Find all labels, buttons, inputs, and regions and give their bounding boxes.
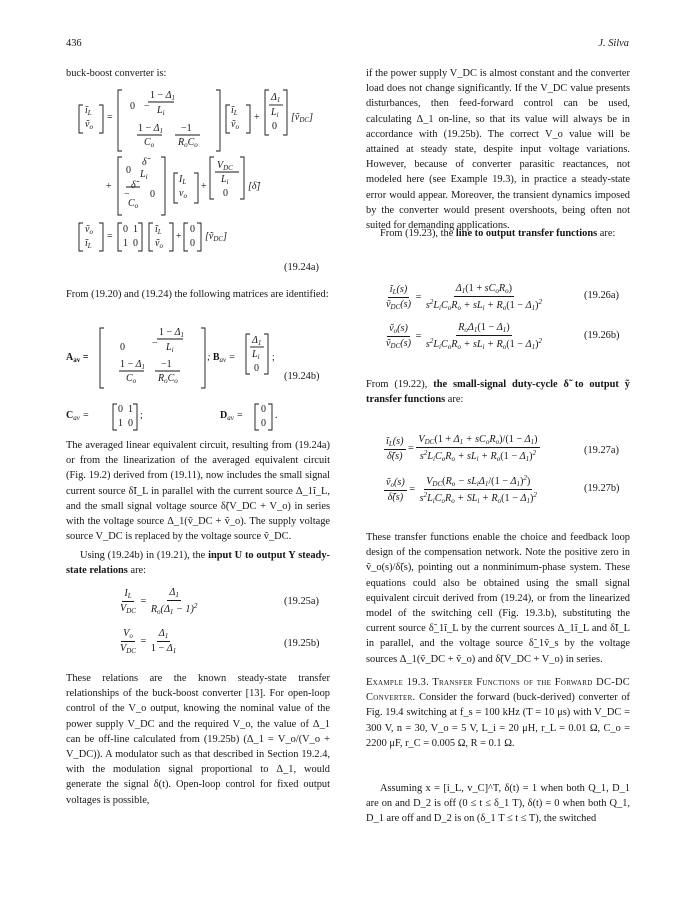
eq-label-19-25b: (19.25b) [284,638,320,649]
paragraph-using-pre: Using (19.24b) in (19.21), the [80,550,209,561]
equation-19-27a: $\frac{ĩ_L(s)}{\deltã(s)}$ = $\frac{V_{DC}(1 + \Delta_1 + sC_oR_o)/(1 - \Delta_1)}{s^2L_iC_oR_o + sL_i + R_o(1 - \Delta_1)^2}$ [386,434,538,463]
paragraph-assuming: Assuming x = [i_L, v_C]^T, δ(t) = 1 when both Q_1, D_1 are on and D_2 is off (0 ≤ t ≤ δ_1 T), δ(t) = 0 when both Q_1, D_1 are off and D_2 is on (δ_1 T ≤ t ≤ T), the switched [366,783,630,825]
page-number: 436 [66,38,82,49]
paragraph-from23-post: are: [597,228,616,239]
example-body: Consider the forward (buck-derived) converter of Fig. 19.4 switching at f_s = 100 kHz (T = 10 μs) with V_DC = 300 V, n = 30, V_o = 5 V, L_i = 20 μH, r_L = 0.01 Ω, C_o = 2200 μF, r_C = 0.005 Ω, R = 0.1 Ω. [366,692,630,749]
paragraph-from23 [366,226,630,241]
eq-label-19-26b: (19.26b) [584,330,620,341]
equation-19-26a: $\frac{ĩ_L(s)}{ṽ_{DC}(s)}$ = $\frac{\Delta_1(1 + sC_oR_o)}{s^2L_iC_oR_o + sL_i + R_o(1 - \Delta_1)^2}$ [386,283,542,312]
paragraph-using [66,548,330,578]
eq-label-19-27a: (19.27a) [584,445,619,456]
eq-label-19-25a: (19.25a) [284,596,319,607]
paragraph-from22-pre: From (19.22), [366,379,434,390]
paragraph-using-post: are: [127,565,147,577]
paragraph-identified: From (19.20) and (19.24) the following matrices are identified: [66,289,329,300]
equation-19-24b: $A_{av}$ = 0 − $1 - \Delta_1$ $L_i$ $1 - \Delta_1$ $C_o$ −1 $R_oC_o$ ; $B_{av}$ = $\Delta_1$ $L_i$ 0 ; $C_{av}$ = 0 1 1 0 ; $D_{av}$ = 0 0 . [66,322,330,432]
equation-19-25a: $\frac{I_L}{V_{DC}}$ = $\frac{\Delta_1}{R_o(\Delta_1 - 1)^2}$ [120,587,198,616]
equation-19-24a: $ĩ_L$ ṽ$_o$ = 0 − $1 - \Delta_1$ $L_i$ $1 - \Delta_1$ $C_o$ −1 $R_oC_o$ $ĩ_L$ ṽ$_o$ + $\Delta_1$ $L_i$ 0 [ṽ$_{DC}$] + 0 δ̃ $L_i$ − δ̃ $C_o$ 0 $I_L$ $v_o$ + $V_{DC}$ $L_i$ 0 [δ̃] ṽ$_o$ $ĩ_L$ = 0 1 1 0 $ĩ_L$ ṽ$_o$ + 0 0 [ṽ$_{DC}$] [66,85,330,275]
paragraph-from23-bold: line to output transfer functions [455,228,598,239]
paragraph-from22-bold: the small-signal duty-cycle δ̃ to output ỹ transfer functions [366,379,630,406]
eq-label-19-26a: (19.26a) [584,290,619,301]
paragraph-these: These relations are the known steady-state transfer relationships of the buck-boost converter [13]. For open-loop control of the V_o output, knowing the nominal value of the power supply V_DC and the required V_o, the value of Δ_1 can be off-line calculated from (19.25b) (Δ_1 = V_o/(V_o + V_DC)). A modulator such as that described in Section 19.2.4, with the modulation signal proportional to Δ_1, would generate the signal δ(t). Open-loop control for fixed output voltages is possible, [66,673,330,806]
paragraph-using-bold: input U to output Y steady-state relations [66,550,330,577]
intro-text: buck-boost converter is: [66,68,167,79]
paragraph-averaged: The averaged linear equivalent circuit, resulting from (19.24a) or from the linearization of the averaged equivalent circuit (Fig. 19.2) derived from (19.11), now includes the small signal current source δ̃I_L in parallel with the current source Δ_1ĩ_L, and the small signal voltage source δ̃(V_DC + V_o) in series with the voltage source Δ_1(ṽ_DC + ṽ_o). The supply voltage source V_DC is replaced by the voltage source ṽ_DC. [66,440,330,543]
eq-label-19-24a: (19.24a) [284,262,319,273]
paragraph-transfer: These transfer functions enable the choice and feedback loop design of the compensation network. Note the positive zero in ṽ_o(s)/δ̃(s), pointing out a nonminimum-phase system. These equations could also be obtained using the small signal equivalent circuit derived from (19.24), or from the linearized model of the switching cell (Fig. 19.3.b), substituting the current source δ̃_1ĩ_L by the current sources Δ_1ĩ_L and δ̃I_L in parallel, and the voltage source δ̃_1ṽ_s by the voltage sources Δ_1(ṽ_DC + ṽ_o) and δ̃(V_DC + V_o) in series. [366,532,630,665]
example-title: Example 19.3. Transfer Functions of the Forward DC-DC Converter. [366,677,630,704]
equation-19-26b: $\frac{ṽ_o(s)}{ṽ_{DC}(s)}$ = $\frac{R_o\Delta_1(1 - \Delta_1)}{s^2L_iC_oR_o + sL_i + R_o(1 - \Delta_1)^2}$ [386,322,542,351]
paragraph-from22 [366,377,630,407]
eq-label-19-24b: (19.24b) [284,371,320,382]
running-author: J. Silva [598,38,629,49]
paragraph-if: if the power supply V_DC is almost constant and the converter load does not change significantly. If the V_DC value presents disturbances, then feed-forward control can be used, calculating Δ_1 on-line, so that its value will always be in accordance with (19.25b). The correct V_o value will be attained at steady state, despite input voltage variations. However, because of converter parasitic reactances, not modeled here (see Example 19.3), in practice a steady-state error would appear. Moreover, the transient dynamics imposed by the converter would present overshoots, being often not suited for demanding applications. [366,68,630,232]
eq-label-19-27b: (19.27b) [584,483,620,494]
paragraph-from22-post: are: [445,394,464,406]
paragraph-from23-pre: From (19.23), the [380,228,456,239]
equation-19-25b: $\frac{V_o}{V_{DC}}$ = $\frac{\Delta_1}{1 - \Delta_1}$ [120,628,177,655]
example-19-3 [366,675,630,751]
equation-19-27b: $\frac{ṽ_o(s)}{\deltã(s)}$ = $\frac{V_{DC}(R_o - sL_i\Delta_1/(1 - \Delta_1)^2)}{s^2L_iC_oR_o + SL_i + R_o(1 - \Delta_1)^2}$ [386,474,537,505]
